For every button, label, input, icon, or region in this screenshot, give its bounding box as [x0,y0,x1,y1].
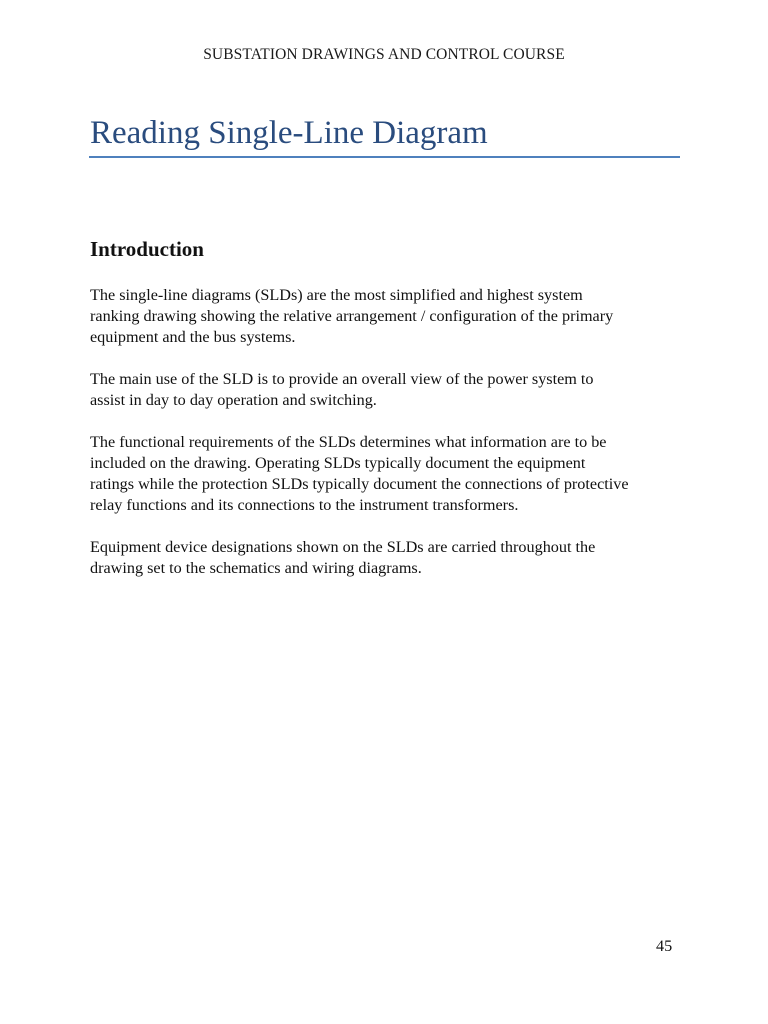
text-line: ratings while the protection SLDs typically document the connections of protective [90,475,629,493]
page-number: 45 [656,937,673,955]
paragraph [90,369,690,411]
text-line: Equipment device designations shown on the SLDs are carried throughout the [90,538,596,556]
paragraph [90,432,690,516]
running-header: SUBSTATION DRAWINGS AND CONTROL COURSE [203,46,565,63]
text-line: The single-line diagrams (SLDs) are the most simplified and highest system [90,286,583,304]
text-line: included on the drawing. Operating SLDs typically document the equipment [90,454,586,472]
paragraph [90,285,690,348]
text-line: The functional requirements of the SLDs determines what information are to be [90,433,607,451]
title-underline-rule [89,156,680,158]
page-title: Reading Single-Line Diagram [90,115,488,151]
text-line: relay functions and its connections to the instrument transformers. [90,496,519,514]
text-line: equipment and the bus systems. [90,328,296,346]
section-heading: Introduction [90,237,204,261]
text-line: ranking drawing showing the relative arrangement / configuration of the primary [90,307,614,325]
text-line: assist in day to day operation and switching. [90,391,377,409]
paragraph [90,537,690,579]
body-text [90,285,690,600]
text-line: The main use of the SLD is to provide an overall view of the power system to [90,370,594,388]
text-line: drawing set to the schematics and wiring diagrams. [90,559,422,577]
